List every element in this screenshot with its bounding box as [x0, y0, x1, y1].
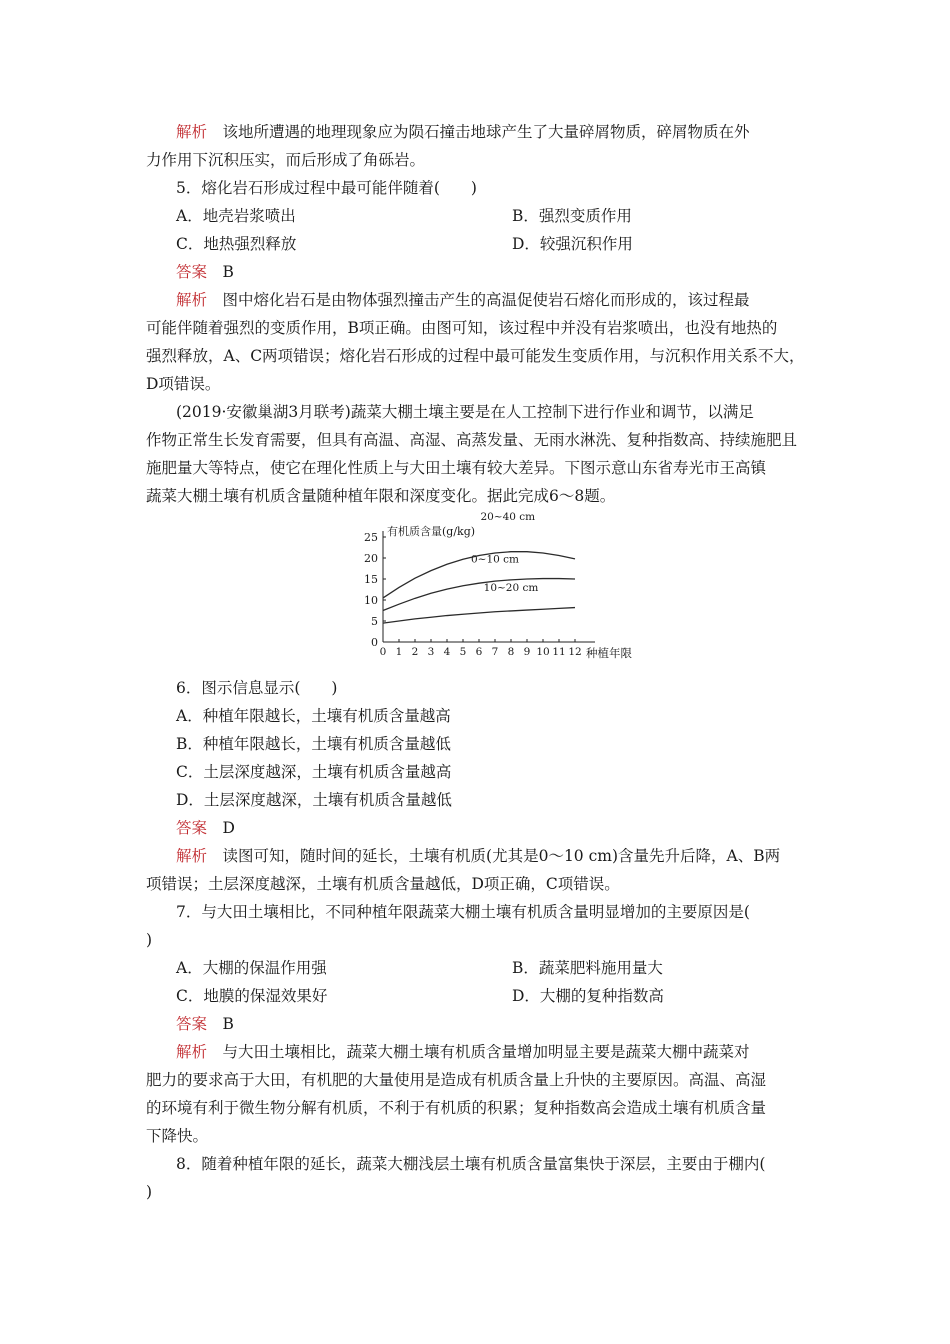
explanation-line: 力作用下沉积压实，而后形成了角砾岩。 — [146, 151, 426, 169]
answer-line — [176, 1014, 234, 1034]
option-d: D．土层深度越深，土壤有机质含量越低 — [176, 791, 452, 809]
explanation-text: 该地所遭遇的地理现象应为陨石撞击地球产生了大量碎屑物质，碎屑物质在外 — [222, 123, 750, 141]
x-tick-label: 10 — [536, 646, 550, 658]
intro-line: (2019·安徽巢湖3月联考)蔬菜大棚土壤主要是在人工控制下进行作业和调节，以满足 — [176, 403, 754, 421]
option-c: C．地膜的保湿效果好 — [176, 987, 328, 1005]
intro-line: 作物正常生长发育需要，但具有高温、高湿、高蒸发量、无雨水淋洗、复种指数高、持续施肥且 — [146, 431, 798, 449]
question-7-stem: 7．与大田土壤相比，不同种植年限蔬菜大棚土壤有机质含量明显增加的主要原因是( — [176, 903, 750, 921]
question-5-stem: 5．熔化岩石形成过程中最可能伴随着( ) — [176, 179, 477, 197]
option-b: B．蔬菜肥料施用量大 — [512, 959, 663, 977]
option-c: C．地热强烈释放 — [176, 235, 297, 253]
x-tick-label: 5 — [459, 646, 467, 658]
series-label: 20~40 cm — [480, 511, 536, 523]
explanation-line — [176, 290, 750, 310]
explanation-label: 解析 — [176, 291, 208, 309]
question-8-stem-cont: ) — [146, 1183, 153, 1201]
intro-line: 蔬菜大棚土壤有机质含量随种植年限和深度变化。据此完成6～8题。 — [146, 487, 616, 505]
explanation-line: 项错误；土层深度越深，土壤有机质含量越低，D项正确，C项错误。 — [146, 875, 620, 893]
option-b: B．强烈变质作用 — [512, 207, 632, 225]
explanation-label: 解析 — [176, 123, 208, 141]
y-tick-label: 10 — [364, 594, 378, 607]
answer-label: 答案 — [176, 819, 208, 837]
x-tick-label: 8 — [507, 646, 515, 658]
organic-matter-chart — [340, 511, 632, 665]
explanation-label: 解析 — [176, 847, 208, 865]
answer-label: 答案 — [176, 1015, 208, 1033]
option-d: D．较强沉积作用 — [512, 235, 633, 253]
series-line — [383, 608, 575, 624]
answer-line — [176, 262, 234, 282]
question-8-stem: 8．随着种植年限的延长，蔬菜大棚浅层土壤有机质含量富集快于深层，主要由于棚内( — [176, 1155, 766, 1173]
y-tick-label: 5 — [371, 615, 378, 628]
answer-value: D — [222, 819, 235, 837]
explanation-line: 可能伴随着强烈的变质作用，B项正确。由图可知，该过程中并没有岩浆喷出，也没有地热的 — [146, 319, 778, 337]
x-tick-label: 7 — [491, 646, 499, 658]
explanation-line — [176, 846, 780, 866]
explanation-text: 图中熔化岩石是由物体强烈撞击产生的高温促使岩石熔化而形成的，该过程最 — [222, 291, 750, 309]
y-tick-label: 25 — [364, 531, 378, 544]
explanation-line: 的环境有利于微生物分解有机质，不利于有机质的积累；复种指数高会造成土壤有机质含量 — [146, 1099, 767, 1117]
question-7-stem-cont: ) — [146, 931, 153, 949]
explanation-line — [176, 122, 750, 142]
explanation-line — [176, 1042, 750, 1062]
y-axis-label: 有机质含量(g/kg) — [387, 525, 476, 538]
option-a: A．地壳岩浆喷出 — [176, 207, 296, 225]
x-tick-label: 11 — [552, 646, 566, 658]
x-tick-label: 3 — [427, 646, 435, 658]
x-tick-label: 9 — [523, 646, 531, 658]
y-tick-label: 15 — [364, 573, 378, 586]
series-label: 0~10 cm — [470, 553, 520, 566]
explanation-line: 肥力的要求高于大田，有机肥的大量使用是造成有机质含量上升快的主要原因。高温、高湿 — [146, 1071, 767, 1089]
y-tick-label: 0 — [371, 636, 378, 649]
explanation-line: 强烈释放，A、C两项错误；熔化岩石形成的过程中最可能发生变质作用，与沉积作用关系不大， — [146, 347, 805, 365]
x-tick-label: 1 — [395, 646, 403, 658]
explanation-line: 下降快。 — [146, 1127, 209, 1145]
y-tick-label: 20 — [364, 552, 378, 565]
option-b: B．种植年限越长，土壤有机质含量越低 — [176, 735, 451, 753]
explanation-text: 与大田土壤相比，蔬菜大棚土壤有机质含量增加明显主要是蔬菜大棚中蔬菜对 — [222, 1043, 750, 1061]
series-line — [383, 579, 575, 611]
intro-line: 施肥量大等特点，使它在理化性质上与大田土壤有较大差异。下图示意山东省寿光市王高镇 — [146, 459, 767, 477]
series-label: 10~20 cm — [483, 581, 539, 594]
explanation-label: 解析 — [176, 1043, 208, 1061]
answer-label: 答案 — [176, 263, 208, 281]
option-a: A．种植年限越长，土壤有机质含量越高 — [176, 707, 451, 725]
x-tick-label: 2 — [411, 646, 419, 658]
explanation-line: D项错误。 — [146, 375, 221, 393]
option-a: A．大棚的保温作用强 — [176, 959, 327, 977]
question-6-stem: 6．图示信息显示( ) — [176, 679, 338, 697]
option-d: D．大棚的复种指数高 — [512, 987, 664, 1005]
answer-line — [176, 818, 235, 838]
answer-value: B — [222, 1015, 234, 1033]
x-tick-label: 0 — [379, 646, 387, 658]
x-tick-label: 12 — [568, 646, 582, 658]
x-tick-label: 4 — [443, 646, 451, 658]
answer-value: B — [222, 263, 234, 281]
option-c: C．土层深度越深，土壤有机质含量越高 — [176, 763, 452, 781]
x-axis-label: 种植年限 — [586, 646, 632, 660]
explanation-text: 读图可知，随时间的延长，土壤有机质(尤其是0～10 cm)含量先升后降，A、B两 — [222, 847, 781, 865]
x-tick-label: 6 — [475, 646, 483, 658]
